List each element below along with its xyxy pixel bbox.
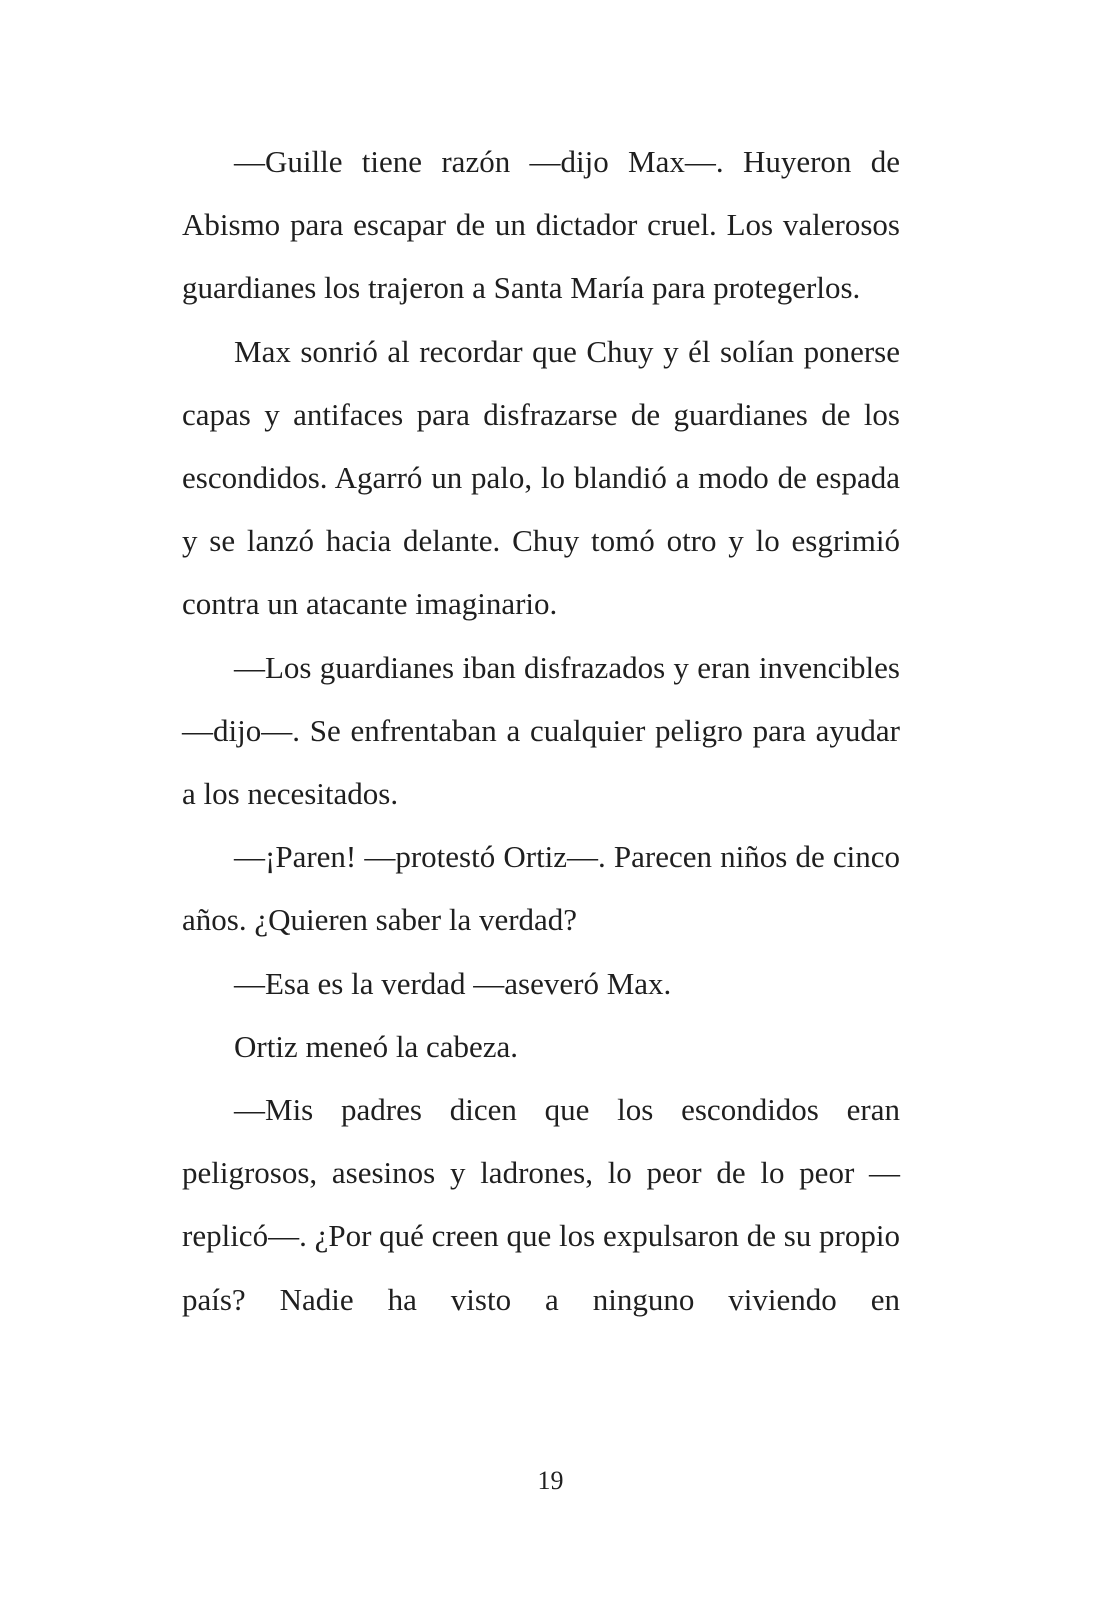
paragraph-7: —Mis padres dicen que los escondidos eran peligrosos, asesinos y ladrones, lo peor de lo peor —replicó—. ¿Por qué creen que los expulsaron de su propio país? Nadie ha visto a ninguno viviendo en	[182, 1092, 900, 1317]
paragraph-6: Ortiz meneó la cabeza.	[234, 1028, 518, 1064]
paragraph-1: —Guille tiene razón —dijo Max—. Huyeron de Abismo para escapar de un dictador cruel. Los valerosos guardianes los trajeron a Santa María para protegerlos.	[182, 144, 900, 306]
paragraph-4: —¡Paren! —protestó Ortiz—. Parecen niños de cinco años. ¿Quieren saber la verdad?	[182, 839, 900, 938]
paragraph-2: Max sonrió al recordar que Chuy y él solían ponerse capas y antifaces para disfrazarse de guardianes de los escondidos. Agarró un palo, lo blandió a modo de espada y se lanzó hacia delante. Chuy tomó otro y lo esgrimió contra un atacante imaginario.	[182, 333, 900, 622]
page-number: 19	[537, 1466, 564, 1495]
paragraph-3: —Los guardianes iban disfrazados y eran invencibles —dijo—. Se enfrentaban a cualquier peligro para ayudar a los necesitados.	[182, 649, 900, 812]
body-text	[182, 130, 900, 1331]
paragraph-5: —Esa es la verdad —aseveró Max.	[234, 965, 672, 1001]
